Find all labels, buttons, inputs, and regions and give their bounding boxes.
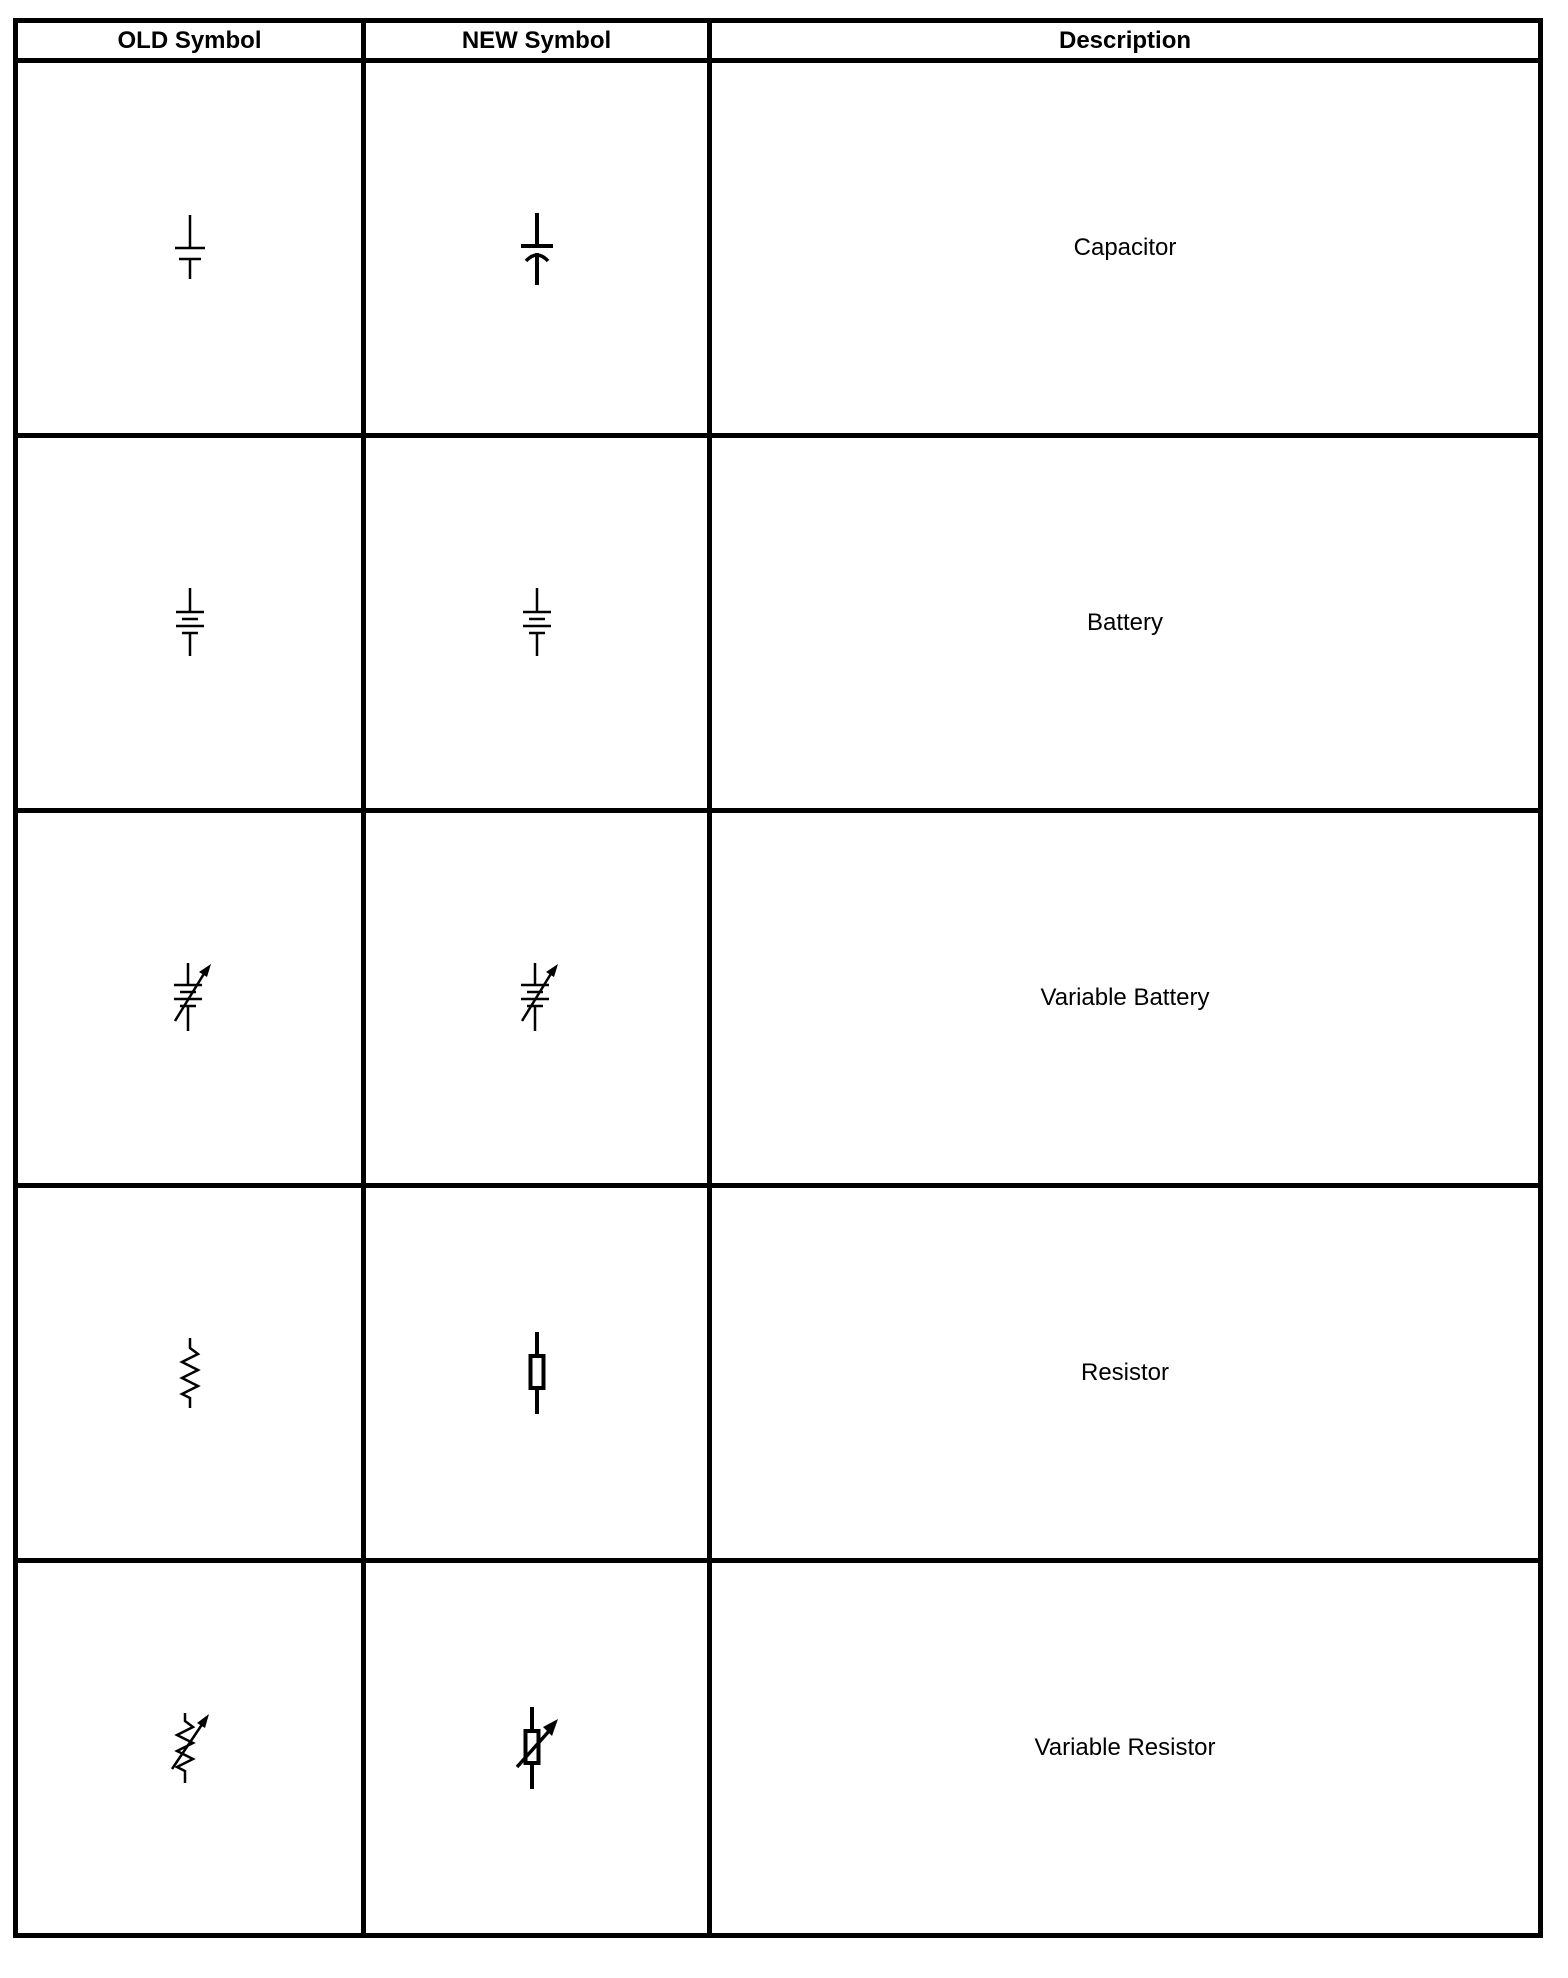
- table-header-row: [16, 21, 1541, 61]
- old-symbol-cell: [16, 61, 364, 436]
- header-description: Description: [710, 21, 1541, 61]
- description-text: Variable Resistor: [1034, 1734, 1216, 1761]
- old-symbol-cell: [16, 1186, 364, 1561]
- variable-battery-new-icon: [502, 953, 572, 1043]
- table-row-resistor: [16, 1186, 1541, 1561]
- header-new-symbol: NEW Symbol: [364, 21, 710, 61]
- header-old-symbol: OLD Symbol: [16, 21, 364, 61]
- description-text: Capacitor: [1073, 234, 1177, 261]
- capacitor-old-icon: [160, 203, 220, 293]
- description-text: Resistor: [1080, 1359, 1170, 1386]
- capacitor-new-icon: [507, 203, 567, 293]
- description-text: Battery: [1086, 609, 1164, 636]
- battery-old-icon: [160, 578, 220, 668]
- old-symbol-cell: [16, 1561, 364, 1936]
- old-symbol-cell: [16, 436, 364, 811]
- battery-new-icon: [507, 578, 567, 668]
- new-symbol-cell: [364, 1561, 710, 1936]
- table-row-battery: [16, 436, 1541, 811]
- description-cell: [710, 1561, 1541, 1936]
- description-cell: [710, 436, 1541, 811]
- resistor-old-icon: [160, 1328, 220, 1418]
- description-text: Variable Battery: [1040, 984, 1210, 1011]
- description-cell: [710, 61, 1541, 436]
- table-row-variable-battery: [16, 811, 1541, 1186]
- symbol-comparison-sheet: [13, 18, 1543, 1938]
- description-cell: [710, 1186, 1541, 1561]
- variable-resistor-new-icon: [502, 1703, 572, 1793]
- resistor-new-icon: [507, 1328, 567, 1418]
- new-symbol-cell: [364, 436, 710, 811]
- variable-battery-old-icon: [155, 953, 225, 1043]
- new-symbol-cell: [364, 61, 710, 436]
- variable-resistor-old-icon: [155, 1703, 225, 1793]
- description-cell: [710, 811, 1541, 1186]
- new-symbol-cell: [364, 811, 710, 1186]
- table-row-variable-resistor: [16, 1561, 1541, 1936]
- table-row-capacitor: [16, 61, 1541, 436]
- new-symbol-cell: [364, 1186, 710, 1561]
- old-symbol-cell: [16, 811, 364, 1186]
- symbol-table: [13, 18, 1543, 1938]
